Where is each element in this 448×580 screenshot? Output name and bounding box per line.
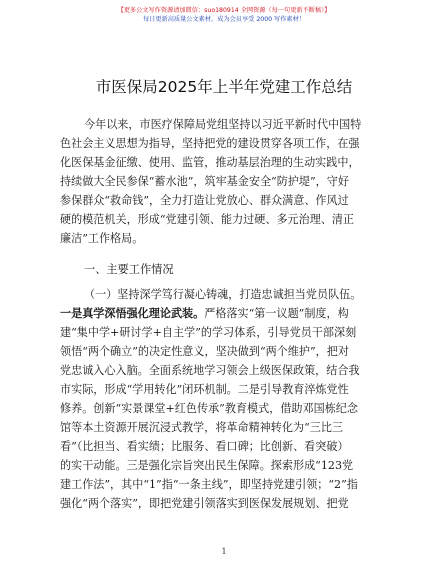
paragraph-line (60, 306, 386, 322)
paragraph-line: 化医保基金征缴、使用、监管，推动基层治理的生动实践中， (60, 156, 360, 169)
paragraph-line: 馆等本土资源开展沉浸式教学，将革命精神转化为“三比三 (60, 421, 344, 434)
bold-lead: 一是真学深悟强化理论武装。 (60, 307, 205, 320)
paragraph-line: 硬的模范机关，形成“党建引领、能力过硬、多元治理、清正 (60, 213, 355, 226)
paragraph-line: 色社会主义思想为指导，坚持把党的建设贯穿各项工作，在强 (60, 137, 360, 150)
paragraph-line: 建工作法”，其中“1”指“一条主线”，即坚持党建引领；“2”指 (60, 478, 358, 491)
paragraph-line: 强化“两个落实”，即把党建引领落实到医保发展规划、把党 (60, 497, 349, 510)
document-title: 市医保局2025年上半年党建工作总结 (95, 78, 353, 96)
paragraph-line: 市实际，形成“学用转化”闭环机制。二是引导教育淬炼党性 (60, 383, 349, 396)
page-number: 1 (221, 547, 227, 556)
paragraph-line: 持续做大全民参保“蓄水池”，筑牢基金安全“防护堤”，守好 (60, 175, 349, 188)
section-heading: 一、主要工作情况 (84, 263, 174, 276)
paragraph-line: 今年以来，市医疗保障局党组坚持以习近平新时代中国特 (84, 118, 362, 131)
paragraph-line: 的实干动能。三是强化宗旨突出民生保障。探索形成“123党 (60, 459, 354, 472)
promo-banner-line-2: 每日更新高质量公文素材，成为会员享受 2000 写作素材！ (143, 16, 305, 23)
paragraph-line: 修养。创新“实景课堂+红色传承”教育模式，借助邓国栋纪念 (60, 402, 358, 415)
paragraph-line: 领悟“两个确立”的决定性意义，坚决做到“两个维护”，把对 (60, 345, 349, 358)
promo-banner-line-1: 【更多公文写作资源请加微信：suo180914 全网资源（每一句更新不断稿）】 (117, 7, 331, 14)
paragraph-line: 看”（比担当、看实绩；比服务、看口碑；比创新、看突破） (60, 440, 349, 453)
subsection-heading: （一）坚持深学笃行凝心铸魂，打造忠诚担当党员队伍。 (84, 288, 362, 301)
paragraph-line: 参保群众“救命钱”，全力打造让党放心、群众满意、作风过 (60, 194, 349, 207)
paragraph-line: 建“集中学+研讨学+自主学”的学习体系，引导党员干部深刻 (60, 326, 357, 339)
paragraph-line: 党忠诚入心入脑。全面系统地学习领会上级医保政策，结合我 (60, 364, 360, 377)
line-text: 严格落实“第一议题”制度，构 (204, 307, 349, 320)
paragraph-line: 廉洁”工作格局。 (60, 232, 144, 245)
